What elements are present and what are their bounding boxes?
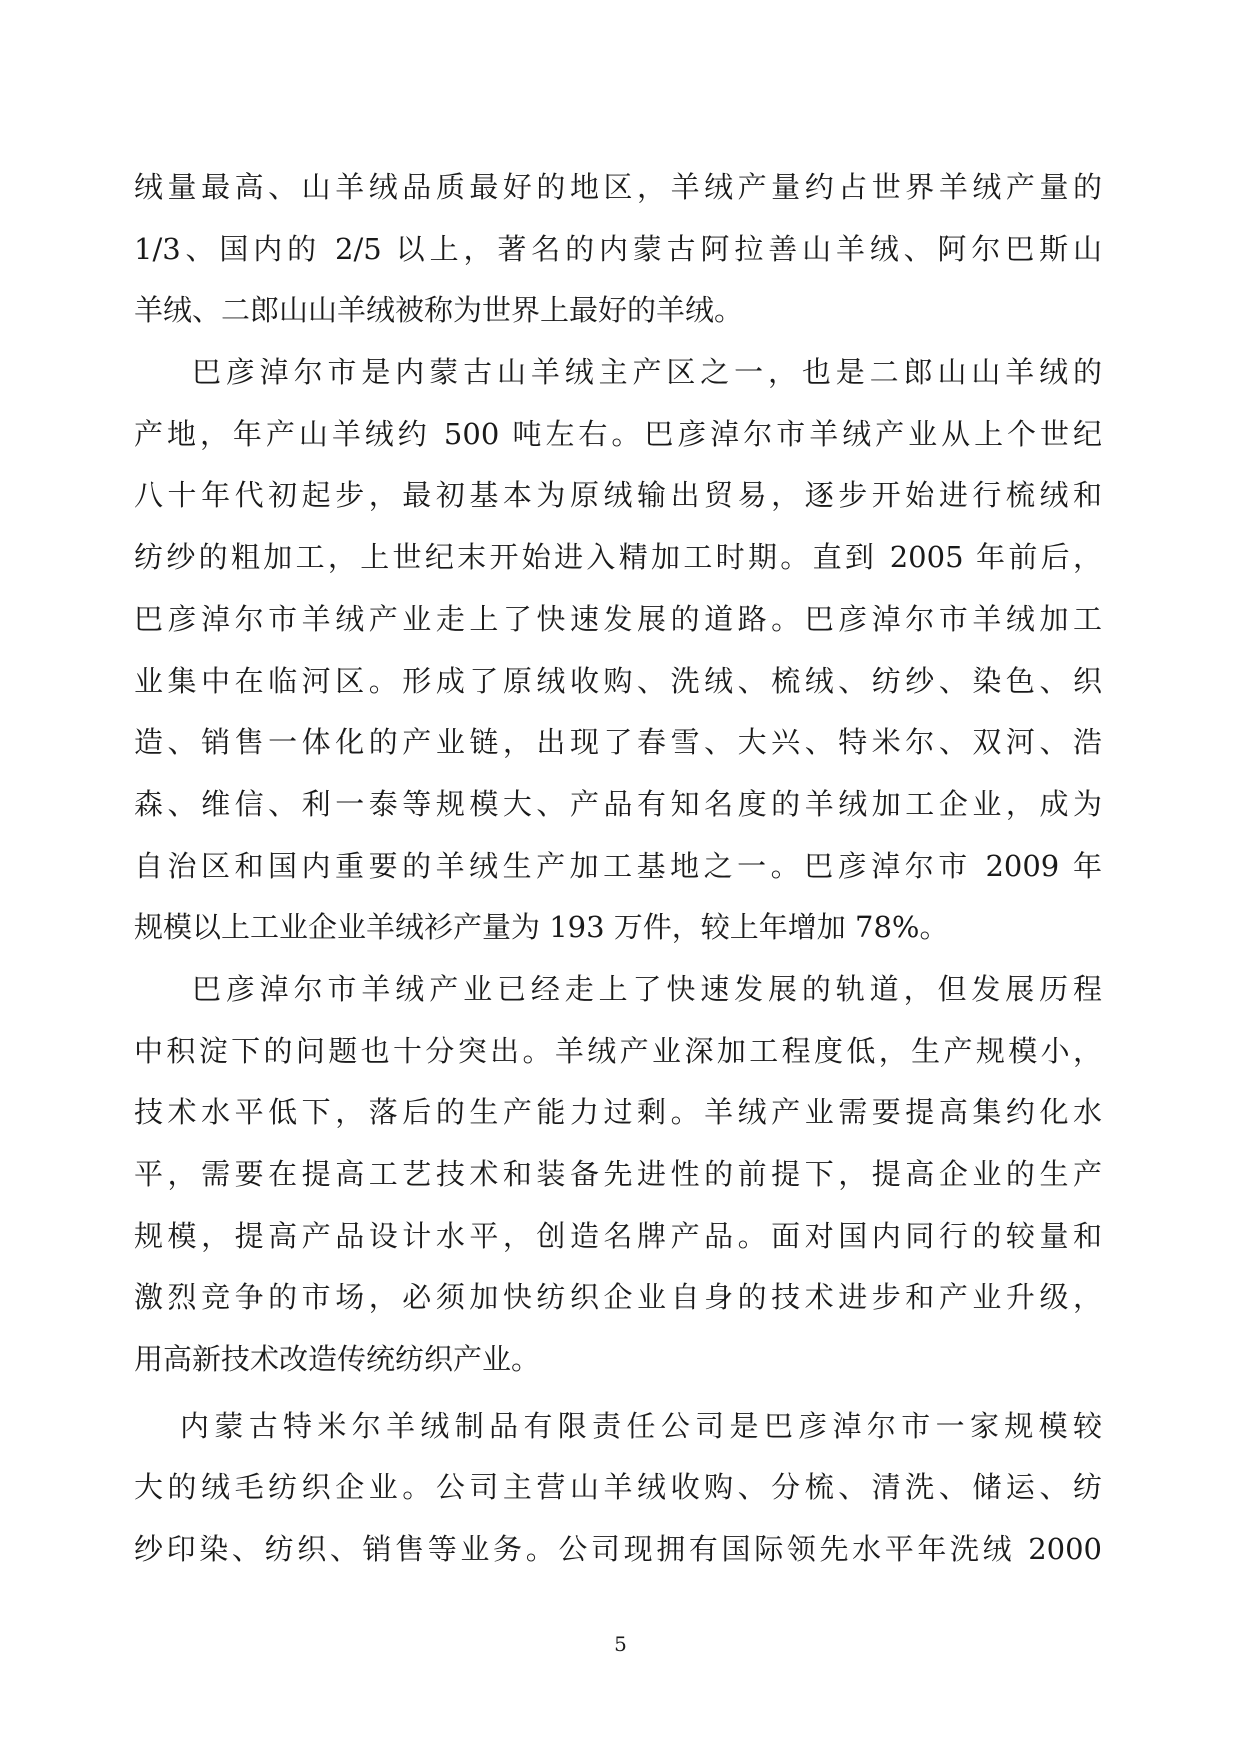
text-line: 巴彦淖尔市羊绒产业已经走上了快速发展的轨道，但发展历程 (192, 971, 1102, 1006)
text-line: 纱印染、纺织、销售等业务。公司现拥有国际领先水平年洗绒 2000 (134, 1532, 1102, 1567)
text-line: 产地，年产山羊绒约 500 吨左右。巴彦淖尔市羊绒产业从上个世纪 (134, 416, 1102, 451)
text-line: 巴彦淖尔市是内蒙古山羊绒主产区之一，也是二郎山山羊绒的 (192, 355, 1102, 390)
text-line: 大的绒毛纺织企业。公司主营山羊绒收购、分梳、清洗、储运、纺 (134, 1470, 1102, 1505)
paragraph-2 (134, 342, 1102, 959)
text-line: 内蒙古特米尔羊绒制品有限责任公司是巴彦淖尔市一家规模较 (180, 1408, 1102, 1443)
text-line: 中积淀下的问题也十分突出。羊绒产业深加工程度低，生产规模小， (134, 1033, 1102, 1068)
text-line: 激烈竞争的市场，必须加快纺织企业自身的技术进步和产业升级， (134, 1280, 1102, 1315)
text-line: 业集中在临河区。形成了原绒收购、洗绒、梳绒、纺纱、染色、织 (134, 663, 1102, 698)
text-line: 平，需要在提高工艺技术和装备先进性的前提下，提高企业的生产 (134, 1157, 1102, 1191)
paragraph-3 (134, 959, 1102, 1391)
text-line: 技术水平低下，落后的生产能力过剩。羊绒产业需要提高集约化水 (134, 1095, 1102, 1130)
body-text (134, 157, 1102, 1581)
text-line: 造、销售一体化的产业链，出现了春雪、大兴、特米尔、双河、浩 (134, 725, 1102, 760)
text-line: 规模以上工业企业羊绒衫产量为 193 万件，较上年增加 78%。 (134, 910, 949, 945)
page-number: 5 (614, 1632, 627, 1656)
paragraph-1 (134, 157, 1102, 342)
text-line: 纺纱的粗加工，上世纪末开始进入精加工时期。直到 2005 年前后， (134, 540, 1102, 575)
text-line: 绒量最高、山羊绒品质最好的地区，羊绒产量约占世界羊绒产量的 (134, 170, 1102, 204)
paragraph-4 (134, 1396, 1102, 1581)
text-line: 羊绒、二郎山山羊绒被称为世界上最好的羊绒。 (134, 293, 744, 328)
text-line: 规模，提高产品设计水平，创造名牌产品。面对国内同行的较量和 (134, 1218, 1102, 1253)
text-line: 八十年代初起步，最初基本为原绒输出贸易，逐步开始进行梳绒和 (134, 478, 1102, 513)
text-line: 用高新技术改造传统纺织产业。 (134, 1342, 541, 1377)
text-line: 森、维信、利一泰等规模大、产品有知名度的羊绒加工企业，成为 (134, 786, 1102, 821)
text-line: 1/3、国内的 2/5 以上，著名的内蒙古阿拉善山羊绒、阿尔巴斯山 (134, 231, 1102, 266)
text-line: 自治区和国内重要的羊绒生产加工基地之一。巴彦淖尔市 2009 年 (134, 848, 1102, 883)
text-line: 巴彦淖尔市羊绒产业走上了快速发展的道路。巴彦淖尔市羊绒加工 (134, 601, 1102, 636)
